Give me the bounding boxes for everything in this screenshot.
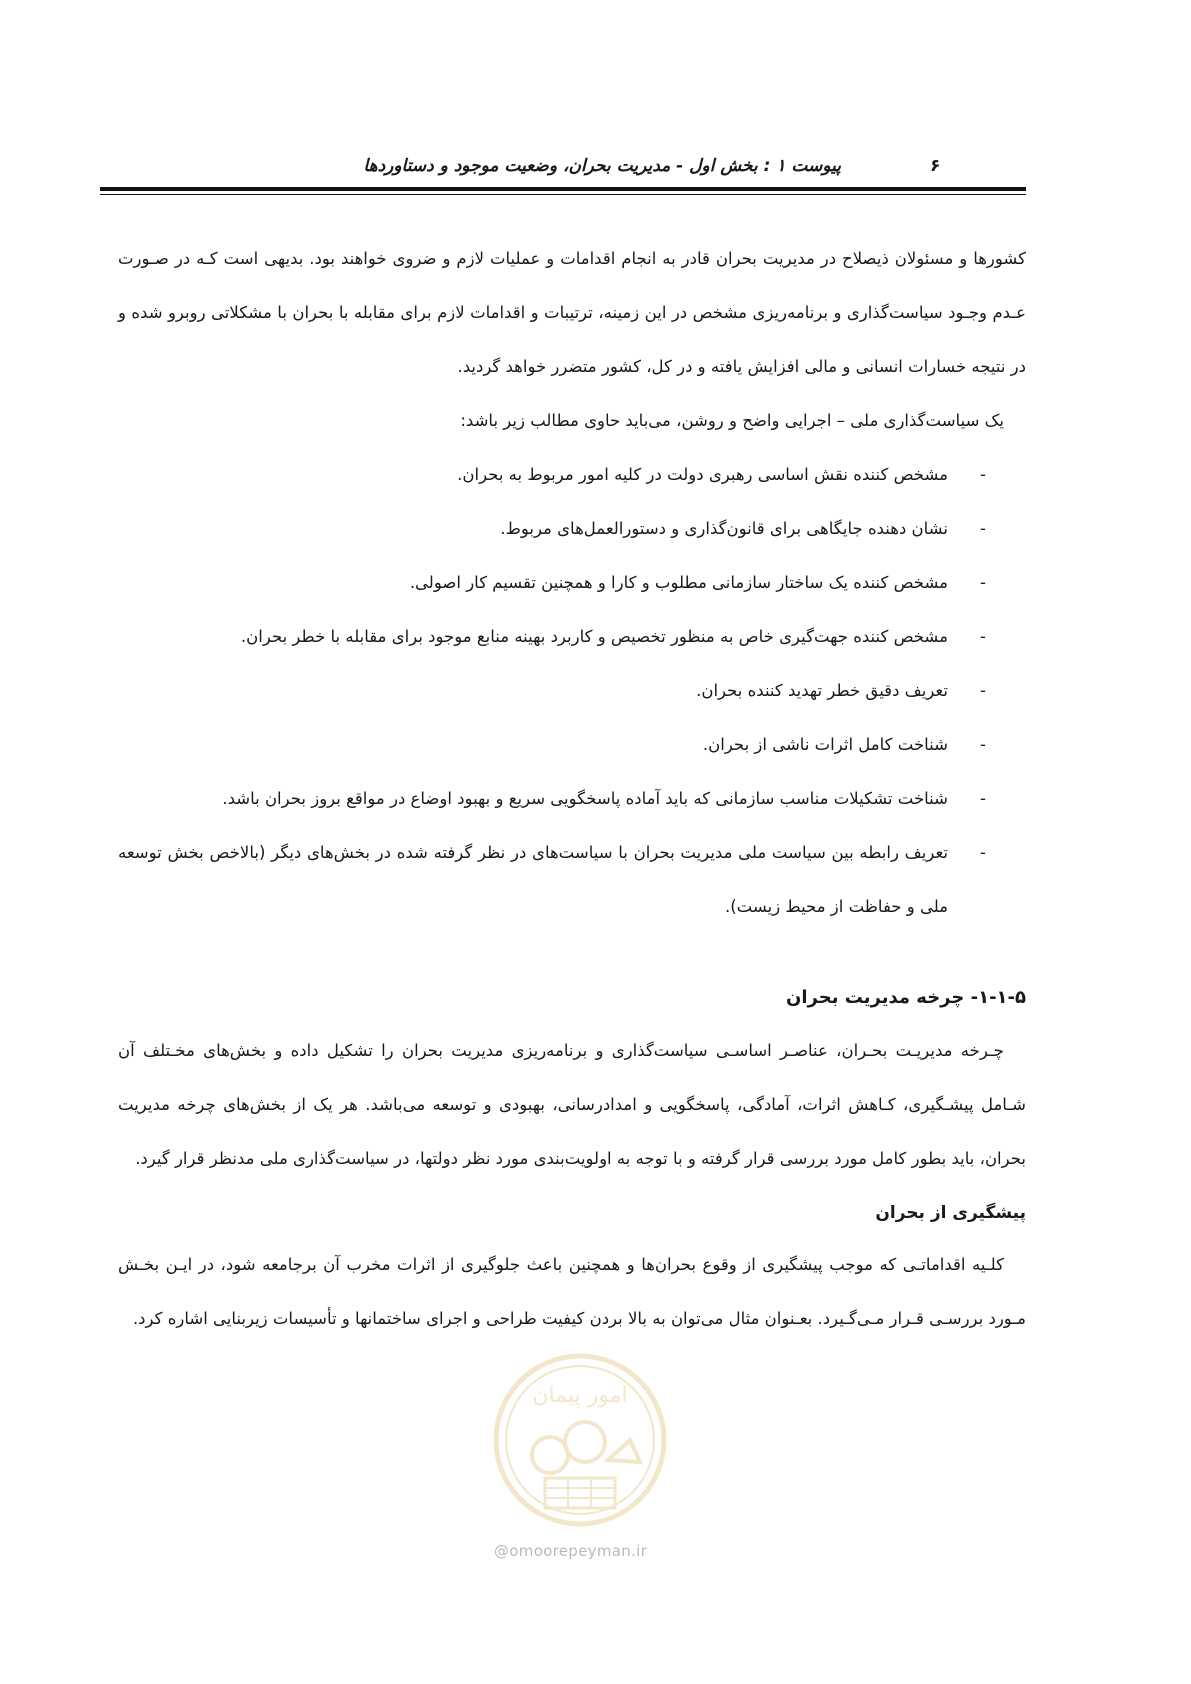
watermark-url: @omoorepeyman.ir [494, 1542, 648, 1560]
list-item [118, 664, 1026, 718]
list-item-text: تعریف دقیق خطر تهدید کننده بحران. [696, 681, 948, 700]
section-paragraph: چـرخه مدیریـت بحـران، عناصـر اساسـی سیاست‌گذاری و برنامه‌ریزی مدیریت بحران را تشکیل داده و بخش‌های مخـتلف آن شـامل پیشـگیری، کـاهش اثرات، آمادگی، پاسخگویی و امدادرسانی، بهبودی و توسعه می‌باشد. هر یک از بخش‌های چرخه مدیریت بحران، باید بطور کامل مورد بررسی قرار گرفته و با توجه به اولویت‌بندی مورد نظر دولتها، در سیاست‌گذاری ملی مدنظر قرار گیرد. [118, 1041, 1026, 1168]
watermark-logo [490, 1350, 670, 1530]
bullet-dash: - [980, 843, 986, 862]
subsection-heading: پیشگیری از بحران [875, 1203, 1026, 1223]
running-header [100, 156, 1021, 182]
page-number: ۶ [930, 156, 941, 176]
list-item-text: مشخص کننده جهت‌گیری خاص به منظور تخصیص و کاربرد بهینه منابع موجود برای مقابله با خطر بحران. [240, 627, 948, 646]
watermark-logo-text: امور پیمان [532, 1383, 628, 1408]
list-item-text: نشان دهنده جایگاهی برای قانون‌گذاری و دستورالعمل‌های مربوط. [500, 519, 948, 538]
list-item-text: تعریف رابطه بین سیاست ملی مدیریت بحران با سیاست‌های در نظر گرفته شده در بخش‌های دیگر (بالاخص بخش توسعه ملی و حفاظت از محیط زیست). [118, 843, 948, 916]
list-item [118, 556, 1026, 610]
bullet-dash: - [980, 681, 986, 700]
list-item [118, 610, 1026, 664]
list-item [118, 718, 1026, 772]
list-item-text: شناخت کامل اثرات ناشی از بحران. [702, 735, 948, 754]
header-rule-thick [100, 187, 1026, 191]
list-lead-line: یک سیاست‌گذاری ملی – اجرایی واضح و روشن، می‌باید حاوی مطالب زیر باشد: [460, 411, 1004, 430]
bullet-dash: - [980, 519, 986, 538]
header-rule-thin [100, 194, 1026, 195]
document-body [118, 232, 1026, 1346]
list-item [118, 502, 1026, 556]
bullet-dash: - [980, 789, 986, 808]
policy-requirements-list [118, 448, 1026, 934]
bullet-dash: - [980, 573, 986, 592]
list-item [118, 772, 1026, 826]
list-item [118, 448, 1026, 502]
list-item-text: مشخص کننده یک ساختار سازمانی مطلوب و کارا و همچنین تقسیم کار اصولی. [409, 573, 948, 592]
prevention-paragraph: کلـیه اقداماتـی که موجب پیشگیری از وقوع بحران‌ها و همچنین باعث جلوگیری از اثرات مخرب آن برجامعه شود، در ایـن بخـش مـورد بررسـی قـرار مـی‌گـیرد. بعـنوان مثال می‌توان به بالا بردن کیفیت طراحی و اجرای ساختمانها و تأسیسات زیربنایی اشاره کرد. [118, 1255, 1026, 1328]
list-item-text: شناخت تشکیلات مناسب سازمانی که باید آماده پاسخگویی سریع و بهبود اوضاع در مواقع بروز بحران باشد. [222, 789, 948, 808]
section-heading: ۱-۱-۵- چرخه مدیریت بحران [785, 987, 1026, 1008]
list-item [118, 826, 1026, 934]
bullet-dash: - [980, 627, 986, 646]
list-item-text: مشخص کننده نقش اساسی رهبری دولت در کلیه امور مربوط به بحران. [457, 465, 948, 484]
bullet-dash: - [980, 735, 986, 754]
intro-paragraph: کشورها و مسئولان ذیصلاح در مدیریت بحران قادر به انجام اقدامات و عملیات لازم و ضروی خواهند بود. بدیهی است کـه در صـورت عـدم وجـود سیاست‌گذاری و برنامه‌ریزی مشخص در این زمینه، ترتیبات و اقدامات لازم برای مقابله با بحران با مشکلاتی روبرو شده و در نتیجه خسارات انسانی و مالی افزایش یافته و در کل، کشور متضرر خواهد گردید. [118, 249, 1026, 376]
bullet-dash: - [980, 465, 986, 484]
header-title: پیوست ۱ : بخش اول - مدیریت بحران، وضعیت موجود و دستاوردها [363, 156, 841, 176]
